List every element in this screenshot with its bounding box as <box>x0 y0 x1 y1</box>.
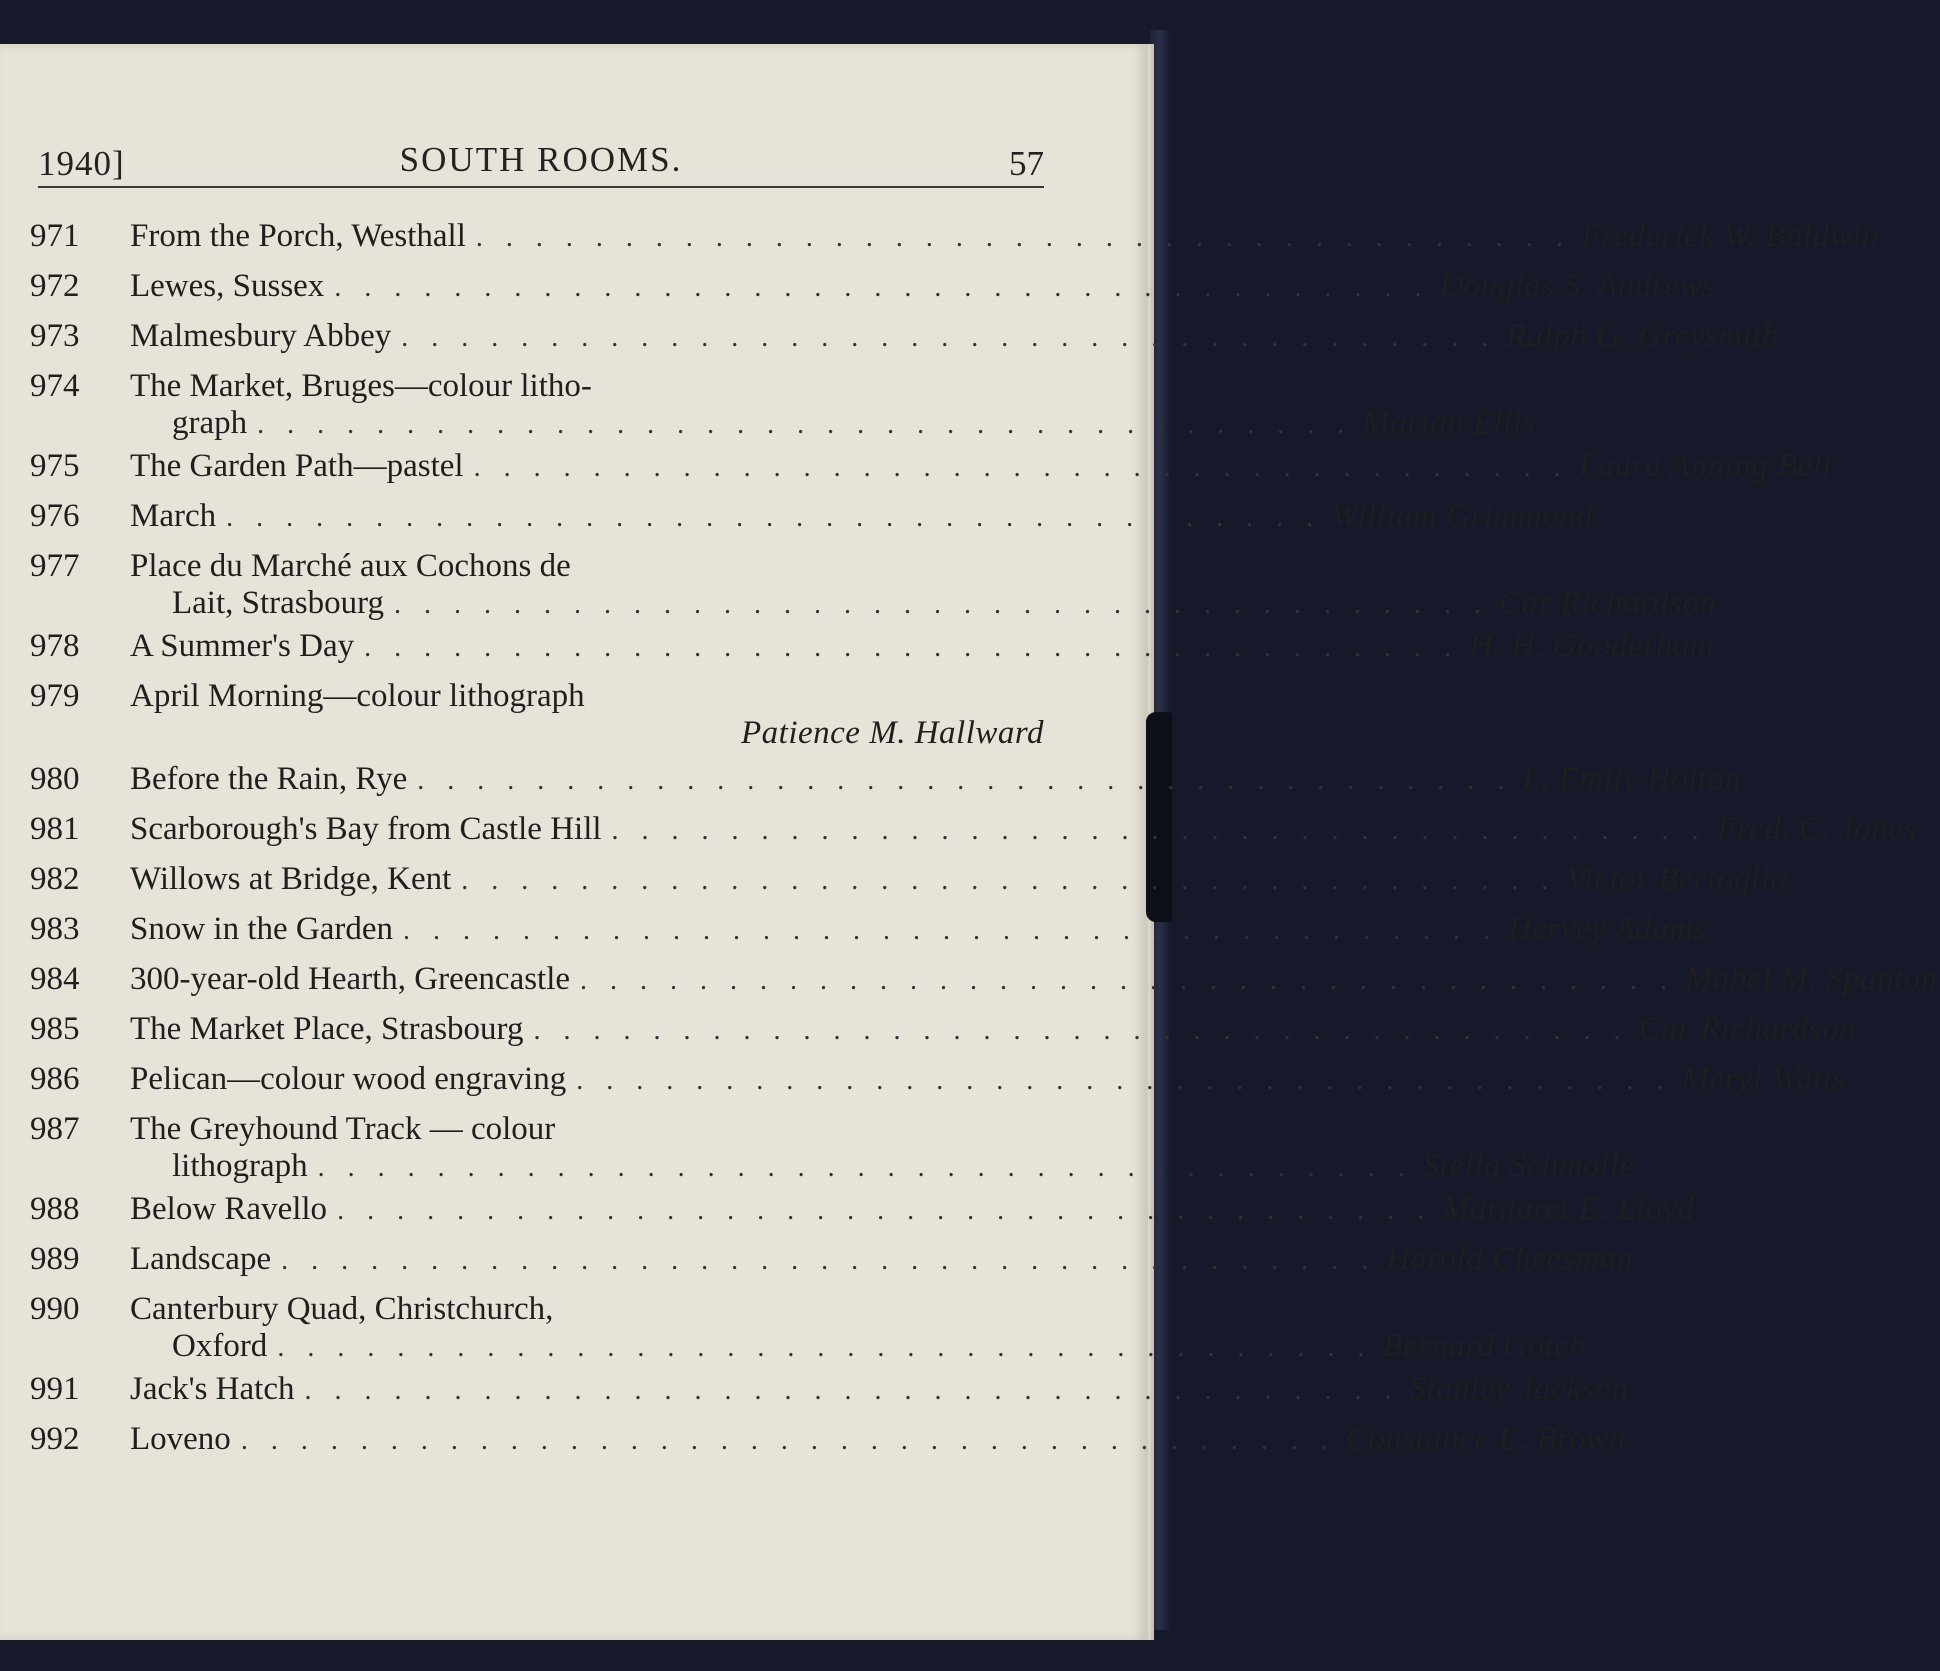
entry-title: Before the Rain, Rye <box>130 761 408 797</box>
catalogue-entries-list <box>30 218 1938 1471</box>
entry-artist: Stella Schmolle <box>1422 1148 1635 1184</box>
entry-title-line-continued <box>30 1148 1635 1185</box>
catalogue-entry <box>30 318 1779 368</box>
entry-number: 982 <box>30 861 80 897</box>
entry-title: The Greyhound Track — colour <box>130 1111 556 1147</box>
catalogue-entry <box>30 218 1879 268</box>
dot-leader: . . . . . . . . . . . . . . . . . . . . . . . . . . . . . . . . . . . . . <box>317 1152 1413 1183</box>
entry-line <box>30 911 1707 961</box>
dot-leader: . . . . . . . . . . . . . . . . . . . . . . . . . . . . . . . . . . . . . <box>281 1245 1377 1276</box>
catalogue-entry <box>30 268 1716 318</box>
entry-number: 980 <box>30 761 80 797</box>
entry-line <box>30 218 1879 268</box>
dot-leader: . . . . . . . . . . . . . . . . . . . . . . . . . . . . . . . . . . . . . <box>226 502 1322 533</box>
entry-number: 975 <box>30 448 80 484</box>
entry-title: The Market Place, Strasbourg <box>130 1011 524 1047</box>
entry-artist: Car Richardson <box>1499 585 1717 621</box>
entry-title-line-continued <box>30 1328 1587 1365</box>
entry-title: 300-year-old Hearth, Greencastle <box>130 961 571 997</box>
catalogue-entry <box>30 1011 1857 1061</box>
entry-title-continued: Lait, Strasbourg <box>172 585 385 621</box>
entry-title: The Garden Path—pastel <box>130 448 464 484</box>
entry-artist: Victor Bertoglio <box>1566 861 1788 897</box>
entry-title: The Market, Bruges—colour litho- <box>130 368 592 404</box>
dot-leader: . . . . . . . . . . . . . . . . . . . . . . . . . . . . . . . . . . . . . <box>473 452 1569 483</box>
entry-title: A Summer's Day <box>130 628 355 664</box>
entry-title-continued: graph <box>172 405 248 441</box>
entry-title: Landscape <box>130 1241 272 1277</box>
entry-title: Jack's Hatch <box>130 1371 295 1407</box>
entry-line <box>30 1061 1846 1111</box>
catalogue-entry <box>30 811 1917 861</box>
entry-number: 988 <box>30 1191 80 1227</box>
entry-artist: Stanley Jackson <box>1409 1371 1629 1407</box>
entry-number: 972 <box>30 268 80 304</box>
header-title: SOUTH ROOMS. <box>399 140 683 179</box>
entry-title-continued: Oxford <box>172 1328 268 1364</box>
catalogue-entry <box>30 1241 1634 1291</box>
entry-title-line <box>30 1291 1046 1328</box>
dot-leader: . . . . . . . . . . . . . . . . . . . . . . . . . . . . . . . . . . . . . <box>533 1015 1629 1046</box>
catalogue-entry <box>30 961 1938 1011</box>
entry-title: April Morning—colour lithograph <box>130 678 585 714</box>
dot-leader: . . . . . . . . . . . . . . . . . . . . . . . . . . . . . . . . . . . . . <box>417 765 1513 796</box>
dot-leader: . . . . . . . . . . . . . . . . . . . . . . . . . . . . . . . . . . . . . <box>401 322 1497 353</box>
entry-line <box>30 1421 1626 1471</box>
catalogue-entry <box>30 911 1707 961</box>
dot-leader: . . . . . . . . . . . . . . . . . . . . . . . . . . . . . . . . . . . . . <box>394 589 1490 620</box>
entry-title-continued: lithograph <box>172 1148 308 1184</box>
catalogue-entry <box>30 761 1742 811</box>
entry-line <box>30 498 1594 548</box>
entry-number: 976 <box>30 498 80 534</box>
entry-title: Pelican—colour wood engraving <box>130 1061 567 1097</box>
dot-leader: . . . . . . . . . . . . . . . . . . . . . . . . . . . . . . . . . . . . . <box>337 1195 1433 1226</box>
entry-artist: Ralph G. Greysmith <box>1506 318 1779 354</box>
entry-title: Canterbury Quad, Christchurch, <box>130 1291 554 1327</box>
entry-artist: Douglas S. Andrews <box>1439 268 1716 304</box>
dot-leader: . . . . . . . . . . . . . . . . . . . . . . . . . . . . . . . . . . . . . <box>277 1332 1373 1363</box>
entry-line <box>30 961 1938 1011</box>
catalogue-entry <box>30 1111 1635 1191</box>
entry-title: Snow in the Garden <box>130 911 394 947</box>
entry-artist: William Grimmond <box>1331 498 1594 534</box>
entry-line <box>30 861 1788 911</box>
entry-artist: Meryl Watts <box>1681 1061 1846 1097</box>
header-year: 1940] <box>38 144 125 183</box>
entry-title-line <box>30 368 1046 405</box>
entry-artist: Constance E. Brown <box>1345 1421 1626 1457</box>
entry-number: 977 <box>30 548 80 584</box>
catalogue-entry <box>30 548 1717 628</box>
entry-artist: Fred. C. Jones <box>1716 811 1917 847</box>
entry-title: Below Ravello <box>130 1191 328 1227</box>
entry-title: Malmesbury Abbey <box>130 318 392 354</box>
dot-leader: . . . . . . . . . . . . . . . . . . . . . . . . . . . . . . . . . . . . . <box>364 632 1460 663</box>
entry-artist: L. Emily Holton <box>1522 761 1742 797</box>
entry-line <box>30 1191 1695 1241</box>
catalogue-entry <box>30 1291 1587 1371</box>
entry-artist: Frederick W. Baldwin <box>1580 218 1879 254</box>
entry-number: 984 <box>30 961 80 997</box>
entry-title: Loveno <box>130 1421 231 1457</box>
entry-number: 987 <box>30 1111 80 1147</box>
catalogue-entry <box>30 861 1788 911</box>
entry-number: 974 <box>30 368 80 404</box>
entry-number: 979 <box>30 678 80 714</box>
entry-artist: H. H. Gooderham <box>1469 628 1715 664</box>
entry-line <box>30 318 1779 368</box>
dot-leader: . . . . . . . . . . . . . . . . . . . . . . . . . . . . . . . . . . . . . <box>576 1065 1672 1096</box>
entry-line <box>30 628 1715 678</box>
catalogue-entry <box>30 678 1046 761</box>
dot-leader: . . . . . . . . . . . . . . . . . . . . . . . . . . . . . . . . . . . . . <box>461 865 1557 896</box>
catalogue-entry <box>30 1191 1695 1241</box>
entry-title-line-continued <box>30 585 1717 622</box>
entry-artist: Margaret E. Lloyd <box>1442 1191 1695 1227</box>
entry-artist: Hervey Adams <box>1508 911 1707 947</box>
dot-leader: . . . . . . . . . . . . . . . . . . . . . . . . . . . . . . . . . . . . . <box>611 815 1707 846</box>
dot-leader: . . . . . . . . . . . . . . . . . . . . . . . . . . . . . . . . . . . . . <box>475 222 1571 253</box>
entry-title: From the Porch, Westhall <box>130 218 466 254</box>
entry-artist: Patience M. Hallward <box>741 715 1044 751</box>
catalogue-entry <box>30 1061 1846 1111</box>
entry-title: Place du Marché aux Cochons de <box>130 548 571 584</box>
entry-line <box>30 811 1917 861</box>
entry-line <box>30 1011 1857 1061</box>
entry-artist: Marian Ellis <box>1362 405 1536 441</box>
entry-title: March <box>130 498 217 534</box>
entry-title-line <box>30 1111 1046 1148</box>
entry-line <box>30 1241 1634 1291</box>
page-number: 57 <box>1009 144 1044 183</box>
entry-number: 992 <box>30 1421 80 1457</box>
entry-artist-line <box>30 715 1046 761</box>
entry-artist: Laura Anning Bell <box>1578 448 1833 484</box>
dot-leader: . . . . . . . . . . . . . . . . . . . . . . . . . . . . . . . . . . . . . <box>403 915 1499 946</box>
entry-title: Scarborough's Bay from Castle Hill <box>130 811 602 847</box>
catalogue-entry <box>30 628 1715 678</box>
entry-artist: Car Richardson <box>1638 1011 1857 1047</box>
dot-leader: . . . . . . . . . . . . . . . . . . . . . . . . . . . . . . . . . . . . . <box>240 1425 1336 1456</box>
catalogue-entry <box>30 368 1536 448</box>
entry-number: 985 <box>30 1011 80 1047</box>
entry-number: 983 <box>30 911 80 947</box>
catalogue-entry <box>30 498 1594 548</box>
entry-line <box>30 761 1742 811</box>
running-header <box>38 140 1044 188</box>
entry-number: 990 <box>30 1291 80 1327</box>
entry-number: 978 <box>30 628 80 664</box>
dot-leader: . . . . . . . . . . . . . . . . . . . . . . . . . . . . . . . . . . . . . <box>334 272 1430 303</box>
entry-artist: Mabel M. Spanton <box>1685 961 1938 997</box>
entry-title-line <box>30 548 1046 585</box>
entry-line <box>30 1371 1629 1421</box>
entry-number: 973 <box>30 318 80 354</box>
entry-line <box>30 448 1833 498</box>
entry-title-line-continued <box>30 405 1536 442</box>
entry-number: 991 <box>30 1371 80 1407</box>
entry-number: 986 <box>30 1061 80 1097</box>
catalogue-entry <box>30 448 1833 498</box>
entry-number: 971 <box>30 218 80 254</box>
catalogue-entry <box>30 1371 1629 1421</box>
entry-title: Willows at Bridge, Kent <box>130 861 452 897</box>
entry-title: Lewes, Sussex <box>130 268 325 304</box>
dot-leader: . . . . . . . . . . . . . . . . . . . . . . . . . . . . . . . . . . . . . <box>304 1375 1400 1406</box>
entry-line <box>30 268 1716 318</box>
entry-title-line <box>30 678 1046 715</box>
dot-leader: . . . . . . . . . . . . . . . . . . . . . . . . . . . . . . . . . . . . . <box>257 409 1353 440</box>
entry-artist: Bernard Gotch <box>1382 1328 1587 1364</box>
catalogue-entry <box>30 1421 1626 1471</box>
entry-number: 989 <box>30 1241 80 1277</box>
entry-artist: Harold Cheesman <box>1386 1241 1634 1277</box>
dot-leader: . . . . . . . . . . . . . . . . . . . . . . . . . . . . . . . . . . . . . <box>580 965 1676 996</box>
entry-number: 981 <box>30 811 80 847</box>
